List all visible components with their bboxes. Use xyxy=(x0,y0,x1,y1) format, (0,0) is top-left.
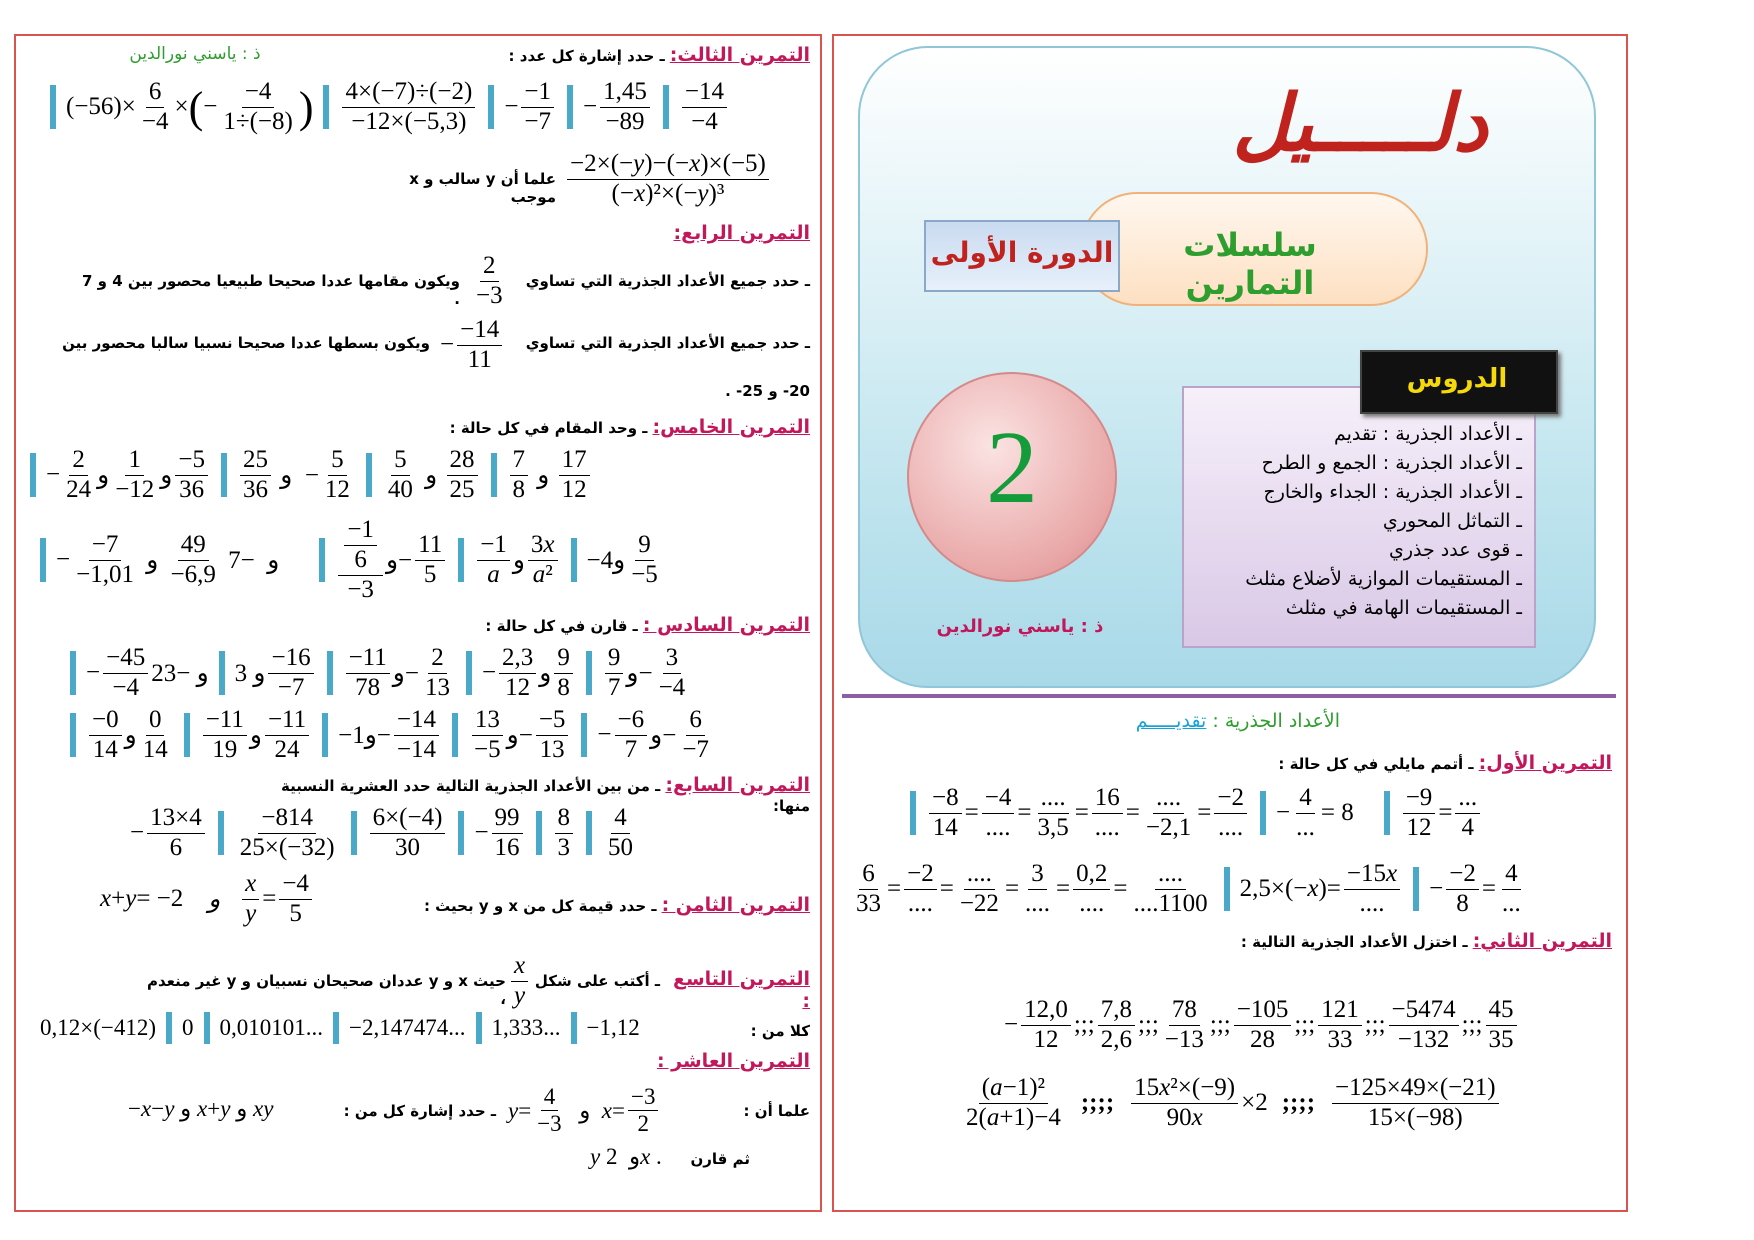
ex2-header xyxy=(1100,930,1612,952)
lesson-item: ـ المستقيمات الهامة في مثلث xyxy=(1285,597,1522,619)
ex5-row2: − −7 −1,01 و 49 −6,9 و −7 $\frac{-1}{6}$ −3 و− 11 5 −1 a و 3x a² −4و 9 −5 xyxy=(30,516,664,604)
section-heading xyxy=(1040,710,1340,732)
ex5-instruction: ـ وحد المقام في كل حالة : xyxy=(449,419,648,437)
ex6-title: التمرين السادس : xyxy=(642,614,810,636)
ex6-instruction: ـ قارن في كل حالة : xyxy=(485,617,638,635)
lessons-list xyxy=(1200,420,1522,623)
ex9-form: x y xyxy=(508,952,531,1011)
ex4-line2a: ـ حدد جميع الأعداد الجذرية التي تساوي xyxy=(525,334,810,352)
ex10-given: علما أن : xyxy=(743,1102,810,1120)
ex7-row: − 13×4 6 −814 25×(−32) 6×(−4) 30 − 99 16 8 3 4 50 xyxy=(130,804,634,861)
ex2-title: التمرين الثاني: xyxy=(1472,930,1612,952)
ex4-frac1: 2 −3 xyxy=(476,252,503,309)
section-heading-main: الأعداد الجذرية : xyxy=(1212,710,1340,732)
ex4-line2c: 20- و 25- . xyxy=(725,382,810,400)
ex1-title: التمرين الأول: xyxy=(1478,752,1612,774)
ex4-line1a: ـ حدد جميع الأعداد الجذرية التي تساوي xyxy=(525,272,810,290)
ex2-row2: (a−1)² 2(a+1)−4 ;;;; 15x²×(−9) 90x ×2 ;;;; −125×49×(−21) 15×(−98) xyxy=(960,1074,1502,1133)
lesson-item: ـ قوى عدد جذري xyxy=(1389,539,1522,561)
ex1-row2: 6 33 = −2 .... = .... −22 = 3 .... = 0,2 .... = .... ....1100 2,5×(− x )= −15x .... − −2 8 = 4 ... xyxy=(856,860,1521,917)
author-top: ذ : ياسني نورالدين xyxy=(129,44,261,64)
cover-title: دلـــــيل xyxy=(1232,78,1488,169)
ex10-compare: ثم قارن xyxy=(690,1150,750,1168)
ex8-title: التمرين الثامن : xyxy=(661,894,810,916)
ex2-instruction: ـ اختزل الأعداد الجذرية التالية : xyxy=(1240,933,1468,951)
series-label: سلسلات التمارين xyxy=(1183,226,1317,302)
ex3-note: علما أن y سالب و x موجب xyxy=(409,170,556,206)
ex7-title: التمرين السابع: xyxy=(665,774,810,796)
ex3-instruction: ـ حدد إشارة كل عدد : xyxy=(508,47,665,65)
ex2-row1: − 12,0 12 ;;; 7,8 2,6 ;;; 78 −13 ;;; −105 28 ;;; 121 33 ;;; −5474 −132 ;;; 45 35 xyxy=(1004,996,1520,1055)
ex3-row1: (−56)× 6 −4 × ( − −4 1÷(−8) ) 4×(−7)÷(−2) −12×(−5,3) − −1 −7 − 1,45 −89 −14 −4 xyxy=(40,78,730,137)
lesson-item: ـ الأعداد الجذرية : تقديم xyxy=(1333,423,1522,445)
ex6-row2: −0 14 و 0 14 −11 19 و −11 24 −1و− −14 −14 13 −5 و− −5 13 − −6 7 و− 6 −7 xyxy=(60,706,715,765)
ex4-title: التمرين الرابع: xyxy=(673,222,810,244)
ex4-line2b: ويكون بسطها عددا صحيحا نسبيا سالبا محصور بين xyxy=(62,334,430,352)
ex4-line1b: ويكون مقامها عددا صحيحا طبيعيا محصور بين 4 و 7 . xyxy=(81,272,460,308)
ex9-label: كلا من : xyxy=(750,1022,810,1040)
ex5-title: التمرين الخامس: xyxy=(652,416,810,438)
ex10-values: y = 4 −3 و x = −3 2 xyxy=(508,1084,661,1138)
ex6-header xyxy=(440,614,810,636)
ex10-exprs: − x − y و x + y و xy xyxy=(128,1096,274,1121)
ex5-row1: − 2 24 و 1 −12 و −5 36 25 36 و − 5 12 5 40 و 28 25 7 8 و 17 12 xyxy=(20,446,593,505)
ex8-instruction: ـ حدد قيمة كل من x و y بحيث : xyxy=(423,897,657,915)
ex7-instruction: ـ من بين الأعداد الجذرية التالية حدد العشرية النسبية منها: xyxy=(281,777,810,815)
number-label: 2 xyxy=(986,410,1038,525)
ex4-frac2: − −14 11 xyxy=(440,316,505,375)
ex9-instruction-a: ـ أكتب على شكل xyxy=(534,972,660,990)
ex9-title: التمرين التاسع : xyxy=(672,968,810,1012)
author-cover: ذ : ياسني نورالدين xyxy=(936,616,1104,637)
lesson-item: ـ المستقيمات الموازية لأضلاع مثلث xyxy=(1245,568,1522,590)
ex1-header xyxy=(1100,752,1612,774)
ex10-instruction: ـ حدد إشارة كل من : xyxy=(343,1102,496,1120)
ex10-compare-expr: y و 2 x . xyxy=(590,1144,662,1169)
ex1-instruction: ـ أتمم مايلي في كل حالة : xyxy=(1278,755,1474,773)
lessons-header: الدروس xyxy=(1406,364,1508,394)
ex9-values: 0,12×(−412) 0 0,010101... −2,147474... 1,333... −1,12 xyxy=(40,1012,640,1044)
ex8-expr: x + y = −2 و x y = −4 5 xyxy=(100,870,315,929)
lesson-item: ـ الأعداد الجذرية : الجمع و الطرح xyxy=(1261,452,1522,474)
ex3-expr: −2×(−y)−(−x)×(−5) (−x)²×(−y)³ xyxy=(564,150,772,209)
lesson-item: ـ الأعداد الجذرية : الجداء والخارج xyxy=(1263,481,1522,503)
divider-line xyxy=(842,694,1616,698)
ex3-title: التمرين الثالث: xyxy=(669,44,810,66)
ex5-header xyxy=(440,416,810,438)
lesson-item: ـ التماثل المحوري xyxy=(1382,510,1522,532)
section-heading-sub: تقديـــــم xyxy=(1135,710,1207,732)
ex6-row1: − −45 −4 و −23 3 و −16 −7 −11 78 و− 2 13 − 2,3 12 و 9 8 9 7 و− 3 −4 xyxy=(60,644,691,703)
ex9-instruction-b: حيث x و y عددان صحيحان نسبيان و y غير منعدم ، xyxy=(146,972,506,1008)
term-label: الدورة الأولى xyxy=(930,236,1114,269)
ex8-header xyxy=(420,894,810,916)
ex3-header xyxy=(420,44,810,66)
ex1-row1: −8 14 = −4 .... = .... 3,5 = 16 .... = .... −2,1 = −2 .... − 4 ... = 8 −9 12 = ... 4 xyxy=(900,784,1483,843)
ex10-title: التمرين العاشر : xyxy=(656,1050,810,1072)
